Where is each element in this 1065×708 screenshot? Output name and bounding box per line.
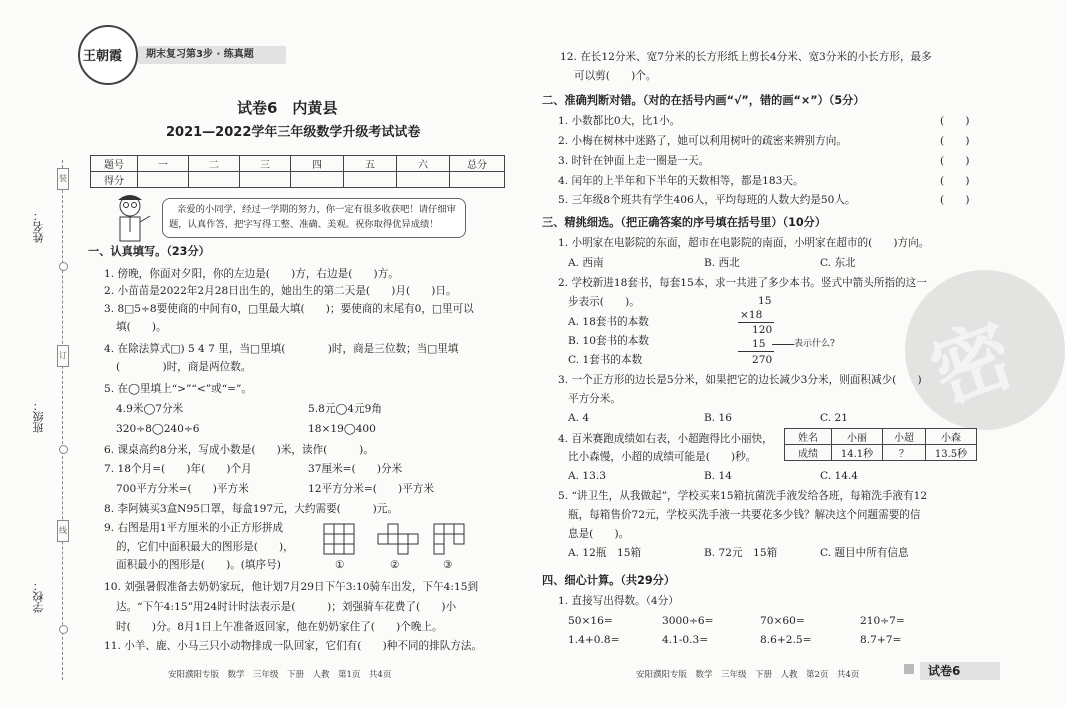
question-1-9-cont: 面积最小的图形是( )。(填序号)	[116, 559, 281, 571]
judge-item: 4. 闰年的上半年和下半年的天数相等，都是183天。	[558, 175, 804, 187]
compare-item: 18×19◯400	[308, 423, 376, 435]
score-input-cell[interactable]	[450, 172, 505, 188]
score-input-cell[interactable]	[291, 172, 344, 188]
choice-question-3: 3. 一个正方形的边长是5分米，如果把它的边长减少3分米，则面积减少( )	[558, 374, 922, 386]
answer-paren[interactable]: ( )	[940, 115, 970, 127]
binding-box: 装	[57, 168, 69, 190]
area-shapes-figure	[322, 520, 472, 560]
choice-question-2: 2. 学校新进18套书，每套15本，求一共进了多少本书。竖式中箭头所指的这一	[558, 277, 927, 289]
question-1-9: 9. 右图是用1平方厘米的小正方形拼成	[104, 522, 284, 534]
answer-paren[interactable]: ( )	[940, 155, 970, 167]
question-1-7c: 700平方分米=( )平方米	[116, 483, 249, 495]
watermark-stamp-text: 密	[918, 306, 1026, 422]
choice-question-5: 5. “讲卫生，从我做起”，学校买来15箱抗菌洗手液发给各班，每箱洗手液有12	[558, 490, 928, 502]
question-1-4: 4. 在除法算式□) 5 4 7 里，当□里填( )时，商是三位数；当□里填	[104, 343, 459, 355]
question-1-7a: 7. 18个月=( )年( )个月	[104, 463, 252, 475]
choice-option[interactable]: A. 18套书的本数	[568, 316, 649, 328]
race-cell: 成绩	[785, 445, 832, 461]
score-header-cell: 二	[189, 156, 240, 172]
score-input-cell[interactable]	[189, 172, 240, 188]
race-cell: 姓名	[785, 429, 832, 445]
score-header-cell: 总分	[450, 156, 505, 172]
question-1-7b: 37厘米=( )分米	[308, 463, 403, 475]
choice-option[interactable]: C. 题目中所有信息	[820, 547, 909, 559]
choice-option[interactable]: A. 13.3	[568, 470, 606, 482]
choice-question-4: 4. 百米赛跑成绩如右表，小超跑得比小丽快，	[558, 433, 773, 445]
choice-option[interactable]: C. 1套书的本数	[568, 354, 643, 366]
choice-question-1: 1. 小明家在电影院的东面，超市在电影院的南面，小明家在超市的( )方向。	[558, 237, 930, 249]
race-cell: 小森	[926, 429, 977, 445]
greeting-line: 亲爱的小同学，经过一学期的努力，你一定有很多收获吧！请仔细审	[177, 204, 456, 215]
vertical-calc-number: 270	[752, 354, 773, 366]
question-1-8: 8. 李阿姨买3盒N95口罩，每盒197元，大约需要( )元。	[104, 503, 398, 515]
judge-item: 2. 小梅在树林中迷路了，她可以利用树叶的疏密来辨别方向。	[558, 135, 847, 147]
review-badge: 期末复习第3步 · 练真题	[138, 46, 286, 64]
score-header-cell: 一	[138, 156, 189, 172]
score-table	[90, 155, 505, 188]
binding-hole	[59, 445, 68, 454]
question-1-5: 5. 在◯里填上“>”“<”或“=”。	[104, 383, 253, 395]
class-label: 班级：	[32, 400, 45, 433]
choice-option[interactable]: B. 72元 15箱	[704, 547, 778, 559]
choice-option[interactable]: A. 4	[568, 412, 590, 424]
question-1-7d: 12平方分米=( )平方米	[308, 483, 434, 495]
vertical-calc-number: 15	[758, 295, 772, 307]
greeting-line: 题，认真作答，把字写得工整、准确、美观。祝你取得优异成绩！	[169, 219, 439, 230]
question-1-12-cont: 可以剪( )个。	[574, 70, 657, 82]
binding-box: 订	[57, 345, 69, 367]
race-cell: 14.1秒	[832, 445, 883, 461]
question-1-10-cont: 达。“下午4:15”用24时计时法表示是( )；刘强骑车花费了( )小	[116, 601, 457, 613]
footer-left: 安阳濮阳专版 数学 三年级 下册 人教 第1页 共4页	[168, 670, 392, 680]
choice-question-2-cont: 步表示( )。	[568, 296, 640, 308]
choice-question-5-cont: 息是( )。	[568, 528, 630, 540]
choice-option[interactable]: A. 12瓶 15箱	[568, 547, 642, 559]
choice-option[interactable]: B. 10套书的本数	[568, 335, 649, 347]
shape-label: ③	[443, 559, 453, 571]
vertical-calc-number: ×18	[740, 309, 763, 321]
choice-question-4-cont: 比小森慢，小超的成绩可能是( )秒。	[568, 451, 757, 463]
race-cell: 小丽	[832, 429, 883, 445]
question-1-3-cont: 填( )。	[116, 321, 167, 333]
exam-subtitle: 2021—2022学年三年级数学升级考试试卷	[166, 125, 421, 140]
score-header-cell: 五	[344, 156, 397, 172]
paper-tag: 试卷6	[920, 662, 1000, 680]
score-header-cell: 题号	[91, 156, 138, 172]
section-3-title: 三、精挑细选。（把正确答案的序号填在括号里）（10分）	[542, 216, 827, 229]
calc-item: 210÷7=	[860, 615, 905, 627]
choice-question-3-cont: 平方分米。	[568, 393, 621, 405]
answer-paren[interactable]: ( )	[940, 194, 970, 206]
vertical-calc-line	[738, 351, 774, 352]
score-input-cell[interactable]	[397, 172, 450, 188]
race-cell: 小超	[883, 429, 926, 445]
calc-item: 50×16=	[568, 615, 613, 627]
choice-option[interactable]: B. 16	[704, 412, 732, 424]
answer-paren[interactable]: ( )	[940, 175, 970, 187]
question-1-10: 10. 刘强暑假准备去奶奶家玩，他计划7月29日下午3:10骑车出发，下午4:15到	[104, 581, 479, 593]
choice-option[interactable]: B. 14	[704, 470, 732, 482]
compare-item: 320÷8◯240÷6	[116, 423, 200, 435]
calc-item: 3000÷6=	[662, 615, 714, 627]
calc-item: 70×60=	[760, 615, 805, 627]
question-1-4-cont: ( )时，商是两位数。	[116, 361, 252, 373]
footer-right: 安阳濮阳专版 数学 三年级 下册 人教 第2页 共4页	[636, 670, 860, 680]
binding-margin	[0, 0, 72, 708]
question-1-2: 2. 小苗苗是2022年2月28日出生的，她出生的第二天是( )月( )日。	[104, 285, 457, 297]
page-title: 试卷6 内黄县	[237, 99, 338, 117]
score-input-cell[interactable]	[138, 172, 189, 188]
score-header-cell: 六	[397, 156, 450, 172]
question-1-9-cont: 的，它们中面积最大的图形是( )，	[116, 541, 294, 553]
choice-option[interactable]: C. 14.4	[820, 470, 859, 482]
binding-hole	[59, 262, 68, 271]
name-label: 姓名：	[32, 210, 45, 243]
binding-box: 线	[57, 520, 69, 542]
score-header-cell: 三	[240, 156, 291, 172]
choice-option[interactable]: A. 西南	[568, 257, 604, 269]
shape-label: ①	[335, 559, 345, 571]
choice-option[interactable]: C. 21	[820, 412, 848, 424]
brand-logo	[78, 25, 138, 85]
question-1-6: 6. 课桌高约8分米，写成小数是( )米，读作( )。	[104, 444, 374, 456]
section-4-title: 四、细心计算。（共29分）	[542, 574, 676, 587]
arrow-icon	[772, 344, 794, 345]
teacher-illustration	[104, 192, 156, 244]
race-results-table	[784, 428, 977, 461]
score-header-cell: 四	[291, 156, 344, 172]
compare-item: 5.8元◯4元9角	[308, 403, 382, 415]
judge-item: 1. 小数都比0大，比1小。	[558, 115, 681, 127]
race-cell: 13.5秒	[926, 445, 977, 461]
binding-dashed-line	[62, 160, 63, 680]
calc-subtitle: 1. 直接写出得数。（4分）	[558, 595, 679, 607]
question-1-12: 12. 在长12分米、宽7分米的长方形纸上剪长4分米、宽3分米的小长方形，最多	[560, 51, 932, 63]
calc-item: 8.6+2.5=	[760, 634, 812, 646]
question-1-10-cont: 时( )分。8月1日上午准备返回家，他在奶奶家住了( )个晚上。	[116, 621, 443, 633]
calc-item: 8.7+7=	[860, 634, 902, 646]
shape-label: ②	[390, 559, 400, 571]
section-1-title: 一、认真填写。（23分）	[88, 245, 210, 258]
vertical-calc-number: 120	[752, 324, 773, 336]
calc-item: 4.1-0.3=	[662, 634, 709, 646]
choice-option[interactable]: C. 东北	[820, 257, 856, 269]
question-1-3: 3. 8□5÷8要使商的中间有0，□里最大填( )；要使商的末尾有0，□里可以	[104, 303, 474, 315]
race-cell: ？	[883, 445, 926, 461]
brand-logo-text: 王朝霞	[83, 49, 123, 64]
section-2-title: 二、准确判断对错。（对的在括号内画“√”，错的画“×”）（5分）	[542, 94, 865, 107]
answer-paren[interactable]: ( )	[940, 135, 970, 147]
compare-item: 4.9米◯7分米	[116, 403, 184, 415]
binding-hole	[59, 625, 68, 634]
vertical-calc-number: 15	[752, 338, 766, 350]
judge-item: 5. 三年级8个班共有学生406人，平均每班的人数大约是50人。	[558, 194, 856, 206]
question-1-1: 1. 傍晚，你面对夕阳，你的左边是( )方，右边是( )方。	[104, 268, 399, 280]
calc-item: 1.4+0.8=	[568, 634, 620, 646]
school-label: 学校：	[32, 580, 45, 613]
choice-question-5-cont: 瓶，每箱售价72元，学校买洗手液一共要花多少钱？解决这个问题需要的信	[568, 509, 921, 521]
question-1-11: 11. 小羊、鹿、小马三只小动物排成一队回家，它们有( )种不同的排队方法。	[104, 640, 483, 652]
score-input-cell[interactable]	[344, 172, 397, 188]
judge-item: 3. 时针在钟面上走一圈是一天。	[558, 155, 710, 167]
vertical-calc-note: 表示什么?	[794, 339, 835, 349]
choice-option[interactable]: B. 西北	[704, 257, 740, 269]
score-row-label: 得分	[91, 172, 138, 188]
score-input-cell[interactable]	[240, 172, 291, 188]
greeting-bubble	[162, 198, 466, 238]
corner-marker	[904, 664, 914, 674]
